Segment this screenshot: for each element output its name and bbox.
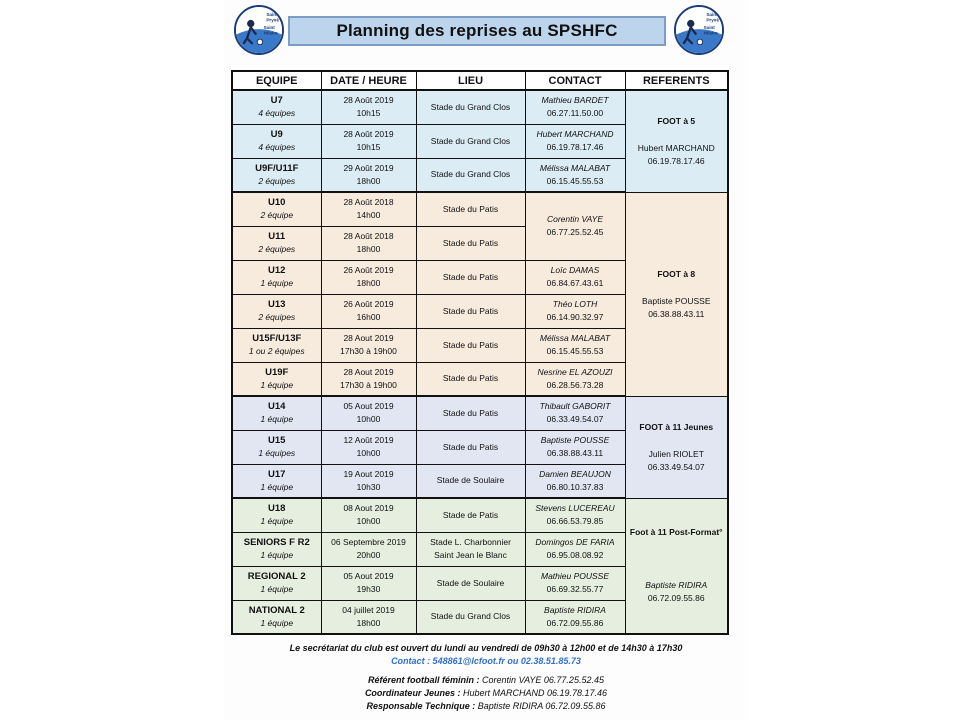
table-row <box>232 396 728 430</box>
referent-feminin-line: Référent football féminin : Corentin VAYE 06.77.25.52.45 <box>368 675 604 685</box>
team-cell: U12 1 équipe <box>232 260 321 294</box>
logo-word-3: Saint <box>263 25 275 31</box>
lieu-cell: Stade de Soulaire <box>416 566 525 600</box>
club-logo-right <box>674 5 724 55</box>
club-logo-left <box>234 5 284 55</box>
header-referents: REFERENTS <box>625 71 728 90</box>
table-row <box>232 498 728 532</box>
header-date: DATE / HEURE <box>321 71 416 90</box>
header-contact: CONTACT <box>525 71 625 90</box>
page-title: Planning des reprises au SPSHFC <box>336 21 618 40</box>
referent-foot-8: FOOT à 8 Baptiste POUSSE 06.38.88.43.11 <box>625 192 728 396</box>
date-cell: 28 Aout 2019 17h30 à 19h00 <box>321 328 416 362</box>
contact-cell: Mélissa MALABAT 06.15.45.55.53 <box>525 328 625 362</box>
lieu-cell: Stade du Patis <box>416 226 525 260</box>
logo-word-4: Hilaire <box>703 30 718 36</box>
team-cell: U18 1 équipe <box>232 498 321 532</box>
team-cell: U11 2 équipes <box>232 226 321 260</box>
contact-cell: Corentin VAYE 06.77.25.52.45 <box>525 192 625 260</box>
table-header-row <box>232 71 728 90</box>
contact-cell: Mathieu BARDET 06.27.11.50.00 <box>525 90 625 124</box>
logo-word-3: Saint <box>703 25 715 31</box>
date-cell: 05 Aout 2019 10h00 <box>321 396 416 430</box>
logo-word-4: Hilaire <box>263 30 278 36</box>
date-cell: 28 Aout 2019 17h30 à 19h00 <box>321 362 416 396</box>
team-cell: REGIONAL 2 1 équipe <box>232 566 321 600</box>
date-cell: 05 Aout 2019 19h30 <box>321 566 416 600</box>
contact-cell: Domingos DE FARIA 06.95.08.08.92 <box>525 532 625 566</box>
date-cell: 29 Août 2019 18h00 <box>321 158 416 192</box>
lieu-cell: Stade de Soulaire <box>416 464 525 498</box>
team-cell: SENIORS F R2 1 équipe <box>232 532 321 566</box>
lieu-cell: Stade du Patis <box>416 362 525 396</box>
contact-cell: Stevens LUCEREAU 06.66.53.79.85 <box>525 498 625 532</box>
team-cell: NATIONAL 2 1 équipe <box>232 600 321 634</box>
date-cell: 04 juillet 2019 18h00 <box>321 600 416 634</box>
team-cell: U9 4 équipes <box>232 124 321 158</box>
logo-word-2: Pryvé <box>706 17 719 23</box>
coordinateur-line: Coordinateur Jeunes : Hubert MARCHAND 06.19.78.17.46 <box>364 688 608 698</box>
lieu-cell: Stade du Patis <box>416 430 525 464</box>
logo-word-1: Saint <box>706 12 718 18</box>
referent-foot-11-post-format: Foot à 11 Post-Format° Baptiste RIDIRA 06.72.09.55.86 <box>625 498 728 634</box>
date-cell: 12 Août 2019 10h00 <box>321 430 416 464</box>
contact-cell: Nesrine EL AZOUZI 06.28.56.73.28 <box>525 362 625 396</box>
contact-cell: Hubert MARCHAND 06.19.78.17.46 <box>525 124 625 158</box>
contact-cell: Baptiste RIDIRA 06.72.09.55.86 <box>525 600 625 634</box>
footer <box>224 642 748 713</box>
header-equipe: EQUIPE <box>232 71 321 90</box>
team-cell: U15 1 équipes <box>232 430 321 464</box>
referent-foot-5: FOOT à 5 Hubert MARCHAND 06.19.78.17.46 <box>625 90 728 192</box>
team-cell: U10 2 équipe <box>232 192 321 226</box>
contact-cell: Théo LOTH 06.14.90.32.97 <box>525 294 625 328</box>
lieu-cell: Stade du Patis <box>416 328 525 362</box>
schedule-table <box>231 70 729 635</box>
table-row <box>232 90 728 124</box>
date-cell: 28 Août 2019 10h15 <box>321 90 416 124</box>
date-cell: 06 Septembre 2019 20h00 <box>321 532 416 566</box>
contact-cell: Thibault GABORIT 06.33.49.54.07 <box>525 396 625 430</box>
date-cell: 26 Août 2019 16h00 <box>321 294 416 328</box>
responsable-line: Responsable Technique : Baptiste RIDIRA 06.72.09.55.86 <box>366 701 606 711</box>
date-cell: 28 Août 2018 18h00 <box>321 226 416 260</box>
lieu-cell: Stade du Patis <box>416 396 525 430</box>
date-cell: 28 Août 2019 10h15 <box>321 124 416 158</box>
logo-word-1: Saint <box>266 12 278 18</box>
table-row <box>232 192 728 226</box>
team-cell: U15F/U13F 1 ou 2 équipes <box>232 328 321 362</box>
date-cell: 28 Août 2018 14h00 <box>321 192 416 226</box>
team-cell: U13 2 équipes <box>232 294 321 328</box>
team-cell: U19F 1 équipe <box>232 362 321 396</box>
date-cell: 08 Aout 2019 10h00 <box>321 498 416 532</box>
header-lieu: LIEU <box>416 71 525 90</box>
lieu-cell: Stade du Grand Clos <box>416 90 525 124</box>
lieu-cell: Stade du Grand Clos <box>416 124 525 158</box>
contact-cell: Damien BEAUJON 06.80.10.37.83 <box>525 464 625 498</box>
lieu-cell: Stade du Grand Clos <box>416 600 525 634</box>
contact-cell: Loïc DAMAS 06.84.67.43.61 <box>525 260 625 294</box>
team-cell: U17 1 équipe <box>232 464 321 498</box>
contact-cell: Mélissa MALABAT 06.15.45.55.53 <box>525 158 625 192</box>
lieu-cell: Stade L. Charbonnier Saint Jean le Blanc <box>416 532 525 566</box>
lieu-cell: Stade de Patis <box>416 498 525 532</box>
contact-cell: Baptiste POUSSE 06.38.88.43.11 <box>525 430 625 464</box>
team-cell: U14 1 équipe <box>232 396 321 430</box>
team-cell: U9F/U11F 2 équipes <box>232 158 321 192</box>
logo-word-2: Pryvé <box>266 17 279 23</box>
team-cell: U7 4 équipes <box>232 90 321 124</box>
office-hours-text: Le secrétariat du club est ouvert du lundi au vendredi de 09h30 à 12h00 et de 14h30 à 17h30 <box>289 643 683 653</box>
title-banner <box>288 16 666 46</box>
lieu-cell: Stade du Patis <box>416 260 525 294</box>
lieu-cell: Stade du Patis <box>416 294 525 328</box>
lieu-cell: Stade du Patis <box>416 192 525 226</box>
lieu-cell: Stade du Grand Clos <box>416 158 525 192</box>
referent-foot-11-jeunes: FOOT à 11 Jeunes Julien RIOLET 06.33.49.54.07 <box>625 396 728 498</box>
contact-cell: Mathieu POUSSE 06.69.32.55.77 <box>525 566 625 600</box>
date-cell: 19 Aout 2019 10h30 <box>321 464 416 498</box>
date-cell: 26 Août 2019 18h00 <box>321 260 416 294</box>
contact-line: Contact : 548861@lcfoot.fr ou 02.38.51.85.73 <box>391 656 581 666</box>
